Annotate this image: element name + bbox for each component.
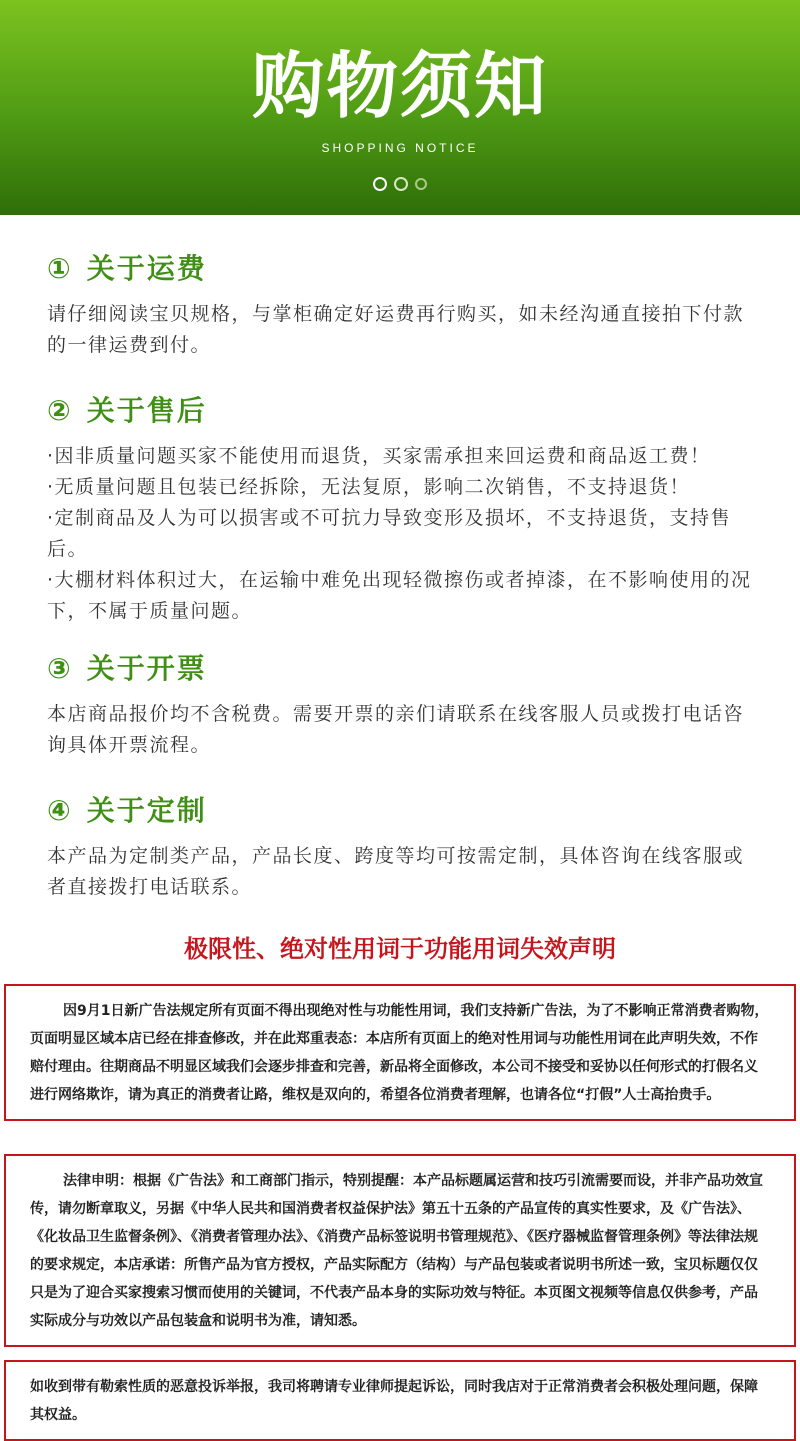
- section-text: ·定制商品及人为可以损害或不可抗力导致变形及损坏，不支持退货，支持售后。: [47, 507, 732, 560]
- section-text: 请仔细阅读宝贝规格，与掌柜确定好运费再行购买，如未经沟通直接拍下付款的一律运费到付。: [47, 303, 745, 356]
- declaration-box-ad-law: [4, 984, 796, 1121]
- section-text: ·无质量问题且包装已经拆除，无法复原，影响二次销售，不支持退货！: [47, 476, 691, 498]
- section-text: 本产品为定制类产品，产品长度、跨度等均可按需定制，具体咨询在线客服或者直接拨打电话联系。: [47, 845, 745, 898]
- section-title: 关于运费: [86, 252, 207, 285]
- section-body: [47, 699, 757, 761]
- section-number: ④: [47, 794, 73, 827]
- declaration-text: 因9月1日新广告法规定所有页面不得出现绝对性与功能性用词，我们支持新广告法，为了不影响正常消费者购物，页面明显区域本店已经在排查修改，并在此郑重表态：本店所有页面上的绝对性用词与功能性用词在此声明失效，不作赔付理由。往期商品不明显区域我们会逐步排查和完善，新品将全面修改，本公司不接受和妥协以任何形式的打假名义进行网络欺诈，请为真正的消费者让路，维权是双向的，希望各位消费者理解，也请各位“打假”人士高抬贵手。: [30, 1003, 769, 1103]
- section-shipping: [47, 251, 757, 361]
- declaration-box-complaint: [4, 1360, 796, 1441]
- section-text: ·因非质量问题买家不能使用而退货，买家需承担来回运费和商品返工费！: [47, 445, 711, 467]
- section-body: [47, 441, 757, 627]
- dot-icon: [373, 177, 387, 191]
- section-heading: [47, 251, 757, 287]
- dot-icon: [415, 178, 427, 190]
- section-heading: [47, 393, 757, 429]
- section-heading: [47, 793, 757, 829]
- section-text: ·大棚材料体积过大，在运输中难免出现轻微擦伤或者掉漆，在不影响使用的况下，不属于质量问题。: [47, 569, 752, 622]
- section-heading: [47, 651, 757, 687]
- header-banner: [0, 0, 800, 215]
- section-title: 关于开票: [86, 652, 207, 685]
- section-number: ③: [47, 652, 73, 685]
- page-subtitle: SHOPPING NOTICE: [321, 141, 479, 155]
- declaration-box-legal: [4, 1154, 796, 1347]
- section-title: 关于售后: [86, 394, 207, 427]
- pagination-dots: [0, 173, 800, 189]
- page-title: 购物须知: [251, 44, 548, 128]
- dot-icon: [394, 177, 408, 191]
- section-customization: [47, 793, 757, 903]
- section-title: 关于定制: [86, 794, 207, 827]
- declaration-title: 极限性、绝对性用词于功能用词失效声明: [184, 935, 616, 963]
- section-body: [47, 841, 757, 903]
- declaration-text: 法律申明：根据《广告法》和工商部门指示，特别提醒：本产品标题属运营和技巧引流需要而设，并非产品功效宣传，请勿断章取义，另据《中华人民共和国消费者权益保护法》第五十五条的产品宣传的真实性要求，及《广告法》、《化妆品卫生监督条例》、《消费者管理办法》、《消费产品标签说明书管理规范》、《医疗器械监督管理条例》等法律法规的要求规定，本店承诺：所售产品为官方授权，产品实际配方（结构）与产品包装或者说明书所述一致，宝贝标题仅仅只是为了迎合买家搜索习惯而使用的关键词，不代表产品本身的实际功效与特征。本页图文视频等信息仅供参考，产品实际成分与功效以产品包装盒和说明书为准，请知悉。: [30, 1173, 763, 1329]
- section-text: 本店商品报价均不含税费。需要开票的亲们请联系在线客服人员或拨打电话咨询具体开票流程。: [47, 703, 745, 756]
- declaration-text: 如收到带有勒索性质的恶意投诉举报，我司将聘请专业律师提起诉讼，同时我店对于正常消费者会积极处理问题，保障其权益。: [30, 1379, 758, 1423]
- section-body: [47, 299, 757, 361]
- section-number: ②: [47, 394, 73, 427]
- section-number: ①: [47, 252, 73, 285]
- section-after-sales: [47, 393, 757, 627]
- section-invoice: [47, 651, 757, 761]
